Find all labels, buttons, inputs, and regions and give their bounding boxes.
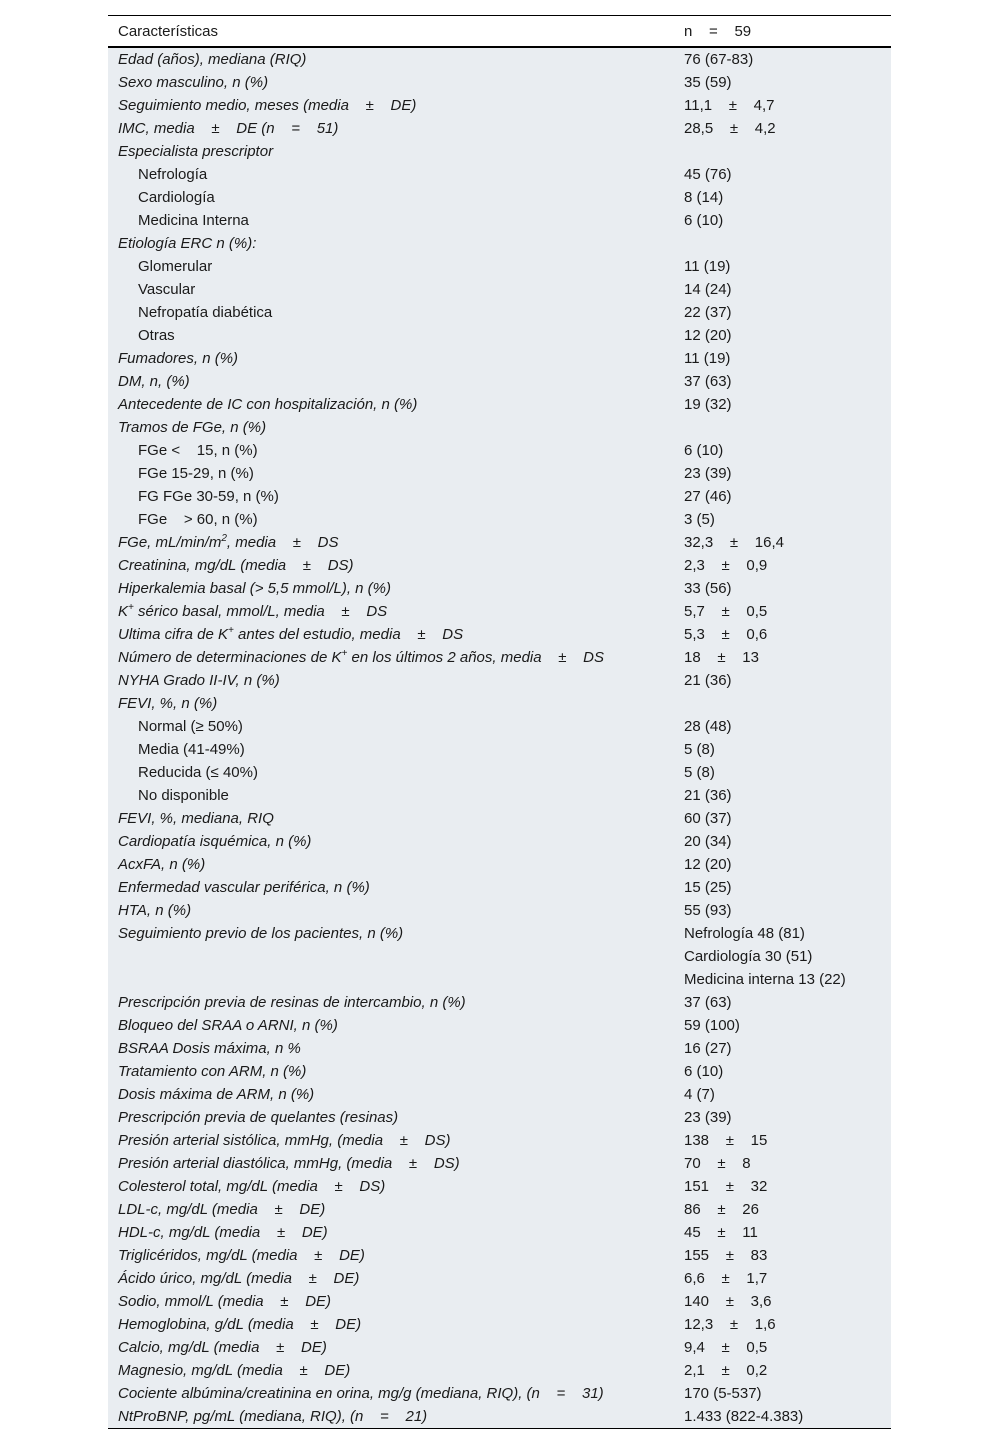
row-label: Cardiología <box>138 189 215 206</box>
table-row <box>108 577 891 600</box>
row-label: Enfermedad vascular periférica, n (%) <box>118 879 370 896</box>
characteristics-table-container <box>108 15 891 1429</box>
table-row <box>108 1405 891 1429</box>
row-value: 23 (39) <box>684 1109 732 1126</box>
row-label: Presión arterial diastólica, mmHg, (media ± DS) <box>118 1155 460 1172</box>
row-label: Ultima cifra de K+ antes del estudio, media ± DS <box>118 625 464 643</box>
row-value: Medicina interna 13 (22) <box>684 971 846 988</box>
table-row <box>108 301 891 324</box>
row-label: Colesterol total, mg/dL (media ± DS) <box>118 1178 386 1195</box>
row-label: DM, n, (%) <box>118 373 190 390</box>
row-label: FGe, $mL/\min/m^2$, media ± DS <box>118 533 339 551</box>
row-label: Vascular <box>138 281 196 298</box>
header-n: n = 59 <box>684 22 752 40</box>
table-row <box>108 1106 891 1129</box>
row-value: 140 ± 3,6 <box>684 1293 772 1310</box>
table-row <box>108 1382 891 1405</box>
table-row <box>108 784 891 807</box>
row-label: Sodio, mmol/L (media ± DE) <box>118 1293 332 1310</box>
table-row <box>108 922 891 945</box>
row-label: Nefrología <box>138 166 208 183</box>
row-label <box>108 945 674 968</box>
row-label: No disponible <box>138 787 229 804</box>
row-value: 8 (14) <box>684 189 724 206</box>
row-label: Magnesio, mg/dL (media ± DE) <box>118 1362 351 1379</box>
table-row <box>108 1313 891 1336</box>
table-row <box>108 370 891 393</box>
row-value: Nefrología 48 (81) <box>684 925 805 942</box>
row-value: 5,3 ± 0,6 <box>684 626 768 643</box>
row-label: Fumadores, n (%) <box>118 350 239 367</box>
row-value: 45 (76) <box>684 166 732 183</box>
row-value: 6 (10) <box>684 212 724 229</box>
row-value: 22 (37) <box>684 304 732 321</box>
row-label: Dosis máxima de ARM, n (%) <box>118 1086 315 1103</box>
row-label: AcxFA, n (%) <box>118 856 206 873</box>
row-label: Calcio, mg/dL (media ± DE) <box>118 1339 327 1356</box>
table-row <box>108 1198 891 1221</box>
row-label: Cardiopatía isquémica, n (%) <box>118 833 312 850</box>
row-label: FEVI, %, n (%) <box>118 695 218 712</box>
table-row <box>108 807 891 830</box>
row-value: 60 (37) <box>684 810 732 827</box>
row-value: 28 (48) <box>684 718 732 735</box>
row-label: IMC, media ± DE (n = 51) <box>118 120 339 137</box>
row-value: 18 ± 13 <box>684 649 759 666</box>
row-value: 2,3 ± 0,9 <box>684 557 768 574</box>
row-value: 12,3 ± 1,6 <box>684 1316 776 1333</box>
row-value: 6 (10) <box>684 442 724 459</box>
row-label: Edad (años), mediana (RIQ) <box>118 51 307 68</box>
row-value: 70 ± 8 <box>684 1155 751 1172</box>
table-row <box>108 853 891 876</box>
row-label: Normal (≥ 50%) <box>138 718 243 735</box>
table-row <box>108 1037 891 1060</box>
row-label: Reducida (≤ 40%) <box>138 764 258 781</box>
row-value <box>674 232 891 255</box>
table-row <box>108 945 891 968</box>
row-value: 37 (63) <box>684 373 732 390</box>
header-characteristics: Características <box>118 22 219 40</box>
header-row <box>108 16 891 48</box>
table-row <box>108 1129 891 1152</box>
row-value: 59 (100) <box>684 1017 740 1034</box>
row-label: Número de determinaciones de K+ en los últimos 2 años, media ± DS <box>118 648 604 666</box>
table-row <box>108 140 891 163</box>
table-row <box>108 646 891 669</box>
row-value: 37 (63) <box>684 994 732 1011</box>
table-row <box>108 347 891 370</box>
row-value: 14 (24) <box>684 281 732 298</box>
row-value <box>674 140 891 163</box>
row-label: FGe 15-29, n (%) <box>138 465 254 482</box>
row-label: Tratamiento con ARM, n (%) <box>118 1063 307 1080</box>
row-value: 6 (10) <box>684 1063 724 1080</box>
row-label: FGe < 15, n (%) <box>138 442 258 459</box>
table-row <box>108 439 891 462</box>
row-label: Prescripción previa de resinas de intercambio, n (%) <box>118 994 466 1011</box>
row-label: Bloqueo del SRAA o ARNI, n (%) <box>118 1017 338 1034</box>
row-value: 1.433 (822-4.383) <box>674 1405 891 1429</box>
row-value: 21 (36) <box>684 787 732 804</box>
table-row <box>108 968 891 991</box>
table-row <box>108 715 891 738</box>
row-label: Prescripción previa de quelantes (resinas) <box>118 1109 399 1126</box>
row-label: Sexo masculino, n (%) <box>118 74 269 91</box>
row-value: 5,7 ± 0,5 <box>684 603 768 620</box>
row-label: FG FGe 30-59, n (%) <box>138 488 279 505</box>
characteristics-table <box>108 15 891 1429</box>
row-label: Nefropatía diabética <box>138 304 273 321</box>
table-row <box>108 186 891 209</box>
table-row <box>108 1152 891 1175</box>
table-row <box>108 1336 891 1359</box>
row-label <box>108 968 674 991</box>
table-row <box>108 324 891 347</box>
row-value: 33 (56) <box>684 580 732 597</box>
row-label: Glomerular <box>138 258 213 275</box>
row-label: FEVI, %, mediana, RIQ <box>118 810 274 827</box>
row-label: K+ sérico basal, mmol/L, media ± DS <box>118 602 388 620</box>
table-row <box>108 692 891 715</box>
row-label: Cociente albúmina/creatinina en orina, mg/g (mediana, RIQ), (n = 31) <box>118 1385 604 1402</box>
row-value: 21 (36) <box>684 672 732 689</box>
row-value <box>674 692 891 715</box>
table-row <box>108 1060 891 1083</box>
table-header <box>108 16 891 48</box>
row-value: 45 ± 11 <box>684 1224 758 1241</box>
row-label: LDL-c, mg/dL (media ± DE) <box>118 1201 326 1218</box>
table-row <box>108 278 891 301</box>
row-value: 16 (27) <box>684 1040 732 1057</box>
row-value: 9,4 ± 0,5 <box>684 1339 768 1356</box>
table-row <box>108 255 891 278</box>
row-value: 4 (7) <box>684 1086 715 1103</box>
row-label: Hiperkalemia basal (> 5,5 mmol/L), n (%) <box>118 580 392 597</box>
row-label: Etiología ERC n (%): <box>118 235 257 252</box>
row-value: 5 (8) <box>684 741 715 758</box>
row-value: 5 (8) <box>684 764 715 781</box>
row-value: 170 (5-537) <box>684 1385 762 1402</box>
row-value: 35 (59) <box>684 74 732 91</box>
table-row <box>108 1359 891 1382</box>
table-row <box>108 163 891 186</box>
row-label: Seguimiento previo de los pacientes, n (%) <box>118 925 404 942</box>
row-value: 32,3 ± 16,4 <box>684 534 784 551</box>
table-row <box>108 669 891 692</box>
row-value: 11 (19) <box>684 258 731 275</box>
row-value: 138 ± 15 <box>684 1132 768 1149</box>
row-label: Medicina Interna <box>138 212 249 229</box>
row-label: HTA, n (%) <box>118 902 192 919</box>
table-row <box>108 531 891 554</box>
table-row <box>108 1221 891 1244</box>
row-label: Ácido úrico, mg/dL (media ± DE) <box>118 1270 360 1287</box>
row-label: Tramos de FGe, n (%) <box>118 419 267 436</box>
table-row <box>108 738 891 761</box>
row-value: 12 (20) <box>684 856 732 873</box>
row-label: Triglicéridos, mg/dL (media ± DE) <box>118 1247 365 1264</box>
table-row <box>108 94 891 117</box>
table-row <box>108 554 891 577</box>
table-row <box>108 1290 891 1313</box>
row-label: Media (41-49%) <box>138 741 245 758</box>
table-row <box>108 485 891 508</box>
row-label: BSRAA Dosis máxima, n % <box>118 1040 301 1057</box>
table-row <box>108 830 891 853</box>
row-value: 2,1 ± 0,2 <box>684 1362 768 1379</box>
row-label: Especialista prescriptor <box>118 143 274 160</box>
table-row <box>108 761 891 784</box>
row-value: 23 (39) <box>684 465 732 482</box>
row-label: Hemoglobina, g/dL (media ± DE) <box>118 1316 362 1333</box>
row-value: 12 (20) <box>684 327 732 344</box>
table-row <box>108 71 891 94</box>
row-value: 15 (25) <box>684 879 732 896</box>
table-row <box>108 899 891 922</box>
row-value: Cardiología 30 (51) <box>684 948 813 965</box>
row-label: Creatinina, mg/dL (media ± DS) <box>118 557 354 574</box>
row-value: 55 (93) <box>684 902 732 919</box>
table-row <box>108 1083 891 1106</box>
row-value: 19 (32) <box>684 396 732 413</box>
row-label: HDL-c, mg/dL (media ± DE) <box>118 1224 328 1241</box>
table-row <box>108 600 891 623</box>
table-row <box>108 232 891 255</box>
table-row <box>108 416 891 439</box>
table-row <box>108 117 891 140</box>
row-label: FGe > 60, n (%) <box>138 511 258 528</box>
row-value: 86 ± 26 <box>684 1201 759 1218</box>
table-row <box>108 991 891 1014</box>
table-row <box>108 47 891 71</box>
row-value: 28,5 ± 4,2 <box>684 120 776 137</box>
row-label: NYHA Grado II-IV, n (%) <box>118 672 280 689</box>
row-value: 11 (19) <box>684 350 731 367</box>
table-row <box>108 876 891 899</box>
row-value: 76 (67-83) <box>684 51 754 68</box>
table-row <box>108 1267 891 1290</box>
table-row <box>108 1175 891 1198</box>
row-value: 11,1 ± 4,7 <box>684 97 775 114</box>
table-row <box>108 1244 891 1267</box>
table-row <box>108 209 891 232</box>
table-row <box>108 623 891 646</box>
table-row <box>108 508 891 531</box>
row-label: Presión arterial sistólica, mmHg, (media ± DS) <box>118 1132 451 1149</box>
table-row <box>108 393 891 416</box>
table-body <box>108 47 891 1429</box>
row-label: Antecedente de IC con hospitalización, n (%) <box>118 396 418 413</box>
row-label: NtProBNP, pg/mL (mediana, RIQ), (n = 21) <box>108 1405 674 1429</box>
table-row <box>108 1014 891 1037</box>
row-value: 151 ± 32 <box>684 1178 768 1195</box>
row-value: 155 ± 83 <box>684 1247 768 1264</box>
row-value: 20 (34) <box>684 833 732 850</box>
row-value: 27 (46) <box>684 488 732 505</box>
row-label: Otras <box>138 327 175 344</box>
row-label: Seguimiento medio, meses (media ± DE) <box>118 97 417 114</box>
row-value <box>674 416 891 439</box>
row-value: 6,6 ± 1,7 <box>684 1270 768 1287</box>
row-value: 3 (5) <box>684 511 715 528</box>
table-row <box>108 462 891 485</box>
